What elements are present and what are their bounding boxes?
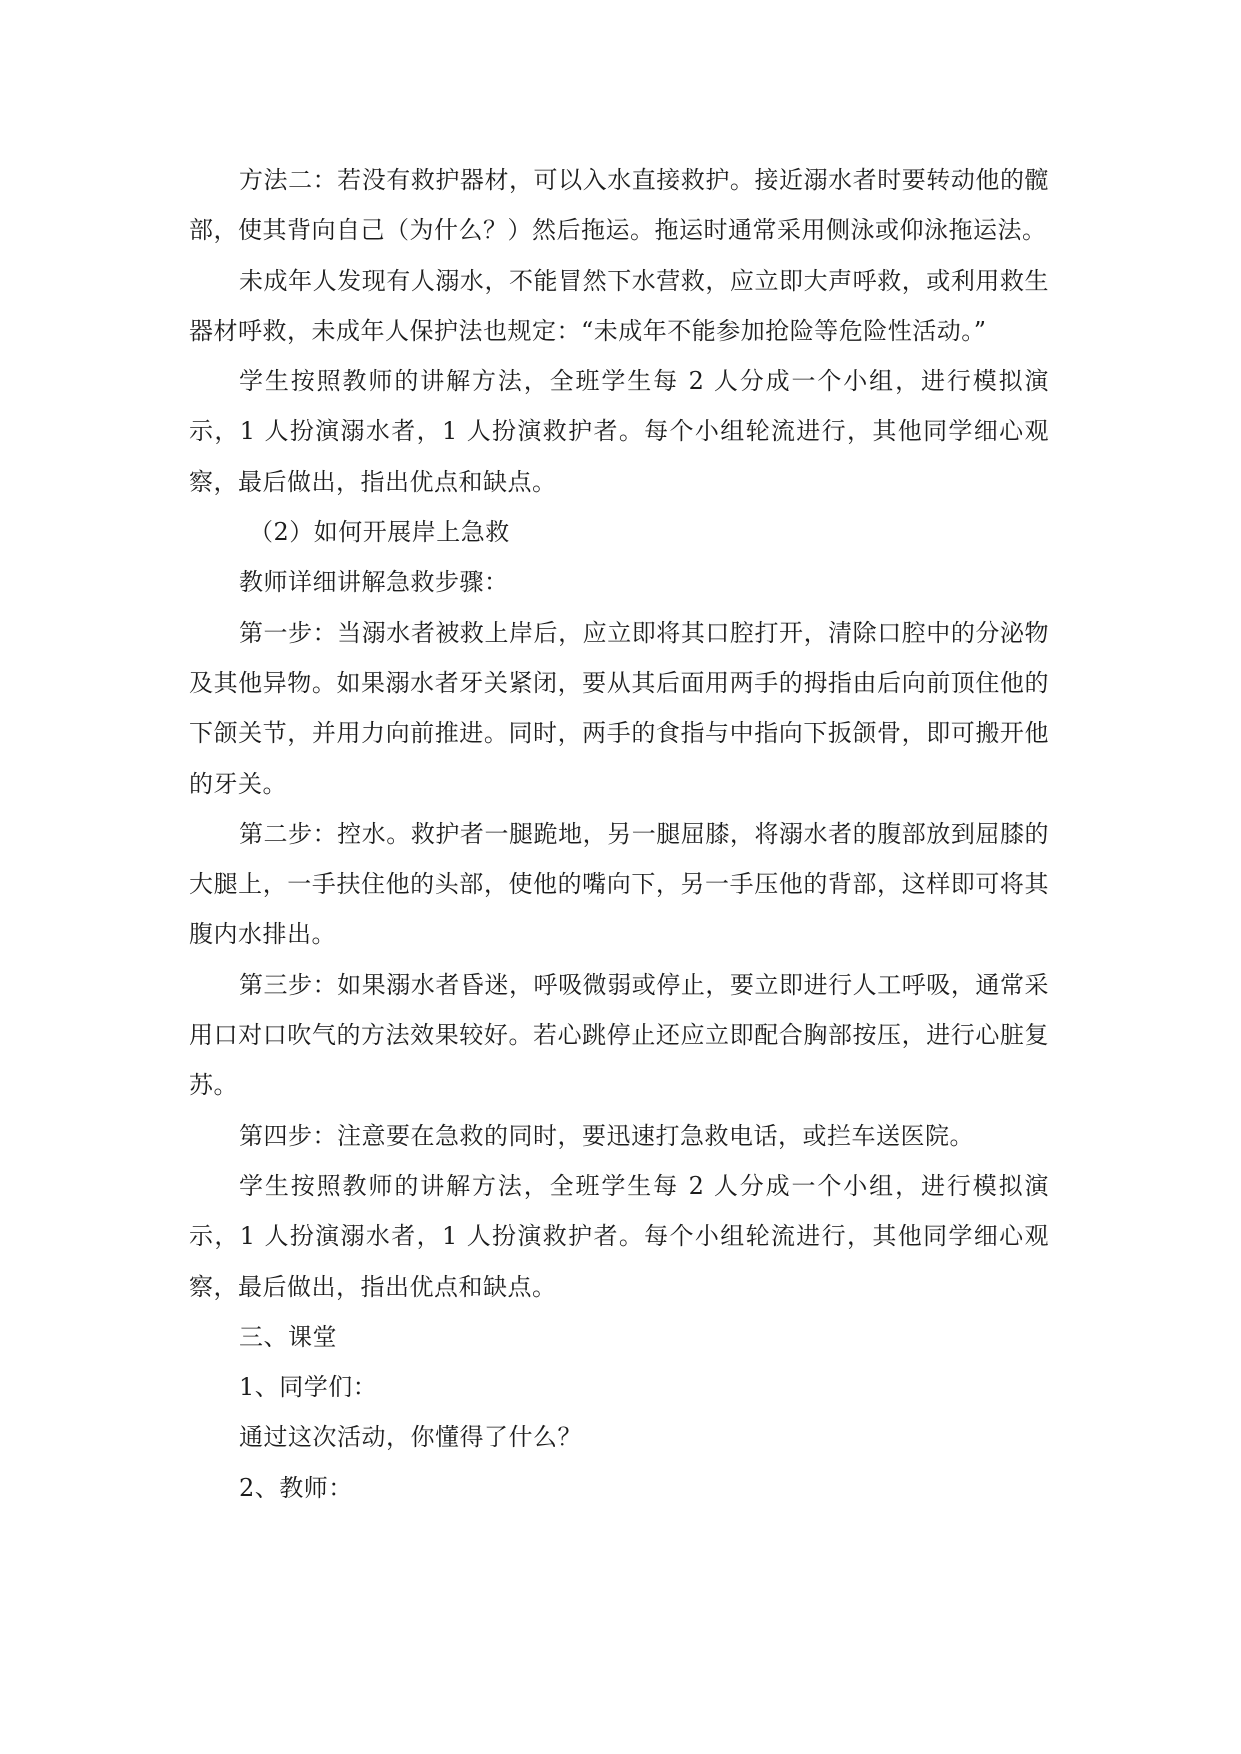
paragraph-student-practice-2: 学生按照教师的讲解方法，全班学生每 2 人分成一个小组，进行模拟演示，1 人扮演溺水者，1 人扮演救护者。每个小组轮流进行，其他同学细心观察，最后做出，指出优点和缺点。 — [189, 1171, 1049, 1301]
paragraph-step-one: 第一步：当溺水者被救上岸后，应立即将其口腔打开，清除口腔中的分泌物及其他异物。如果溺水者牙关紧闭，要从其后面用两手的拇指由后向前顶住他的下颌关节，并用力向前推进。同时，两手的食指与中指向下扳颌骨，即可搬开他的牙关。 — [189, 618, 1049, 798]
paragraph-teacher-explains: 教师详细讲解急救步骤： — [239, 568, 509, 597]
paragraph-step-three: 第三步：如果溺水者昏迷，呼吸微弱或停止，要立即进行人工呼吸，通常采用口对口吹气的方法效果较好。若心跳停止还应立即配合胸部按压，进行心脏复苏。 — [189, 970, 1049, 1100]
document-page — [189, 155, 1049, 1513]
list-item-students: 1、同学们： — [239, 1373, 378, 1402]
paragraph-question: 通过这次活动，你懂得了什么？ — [239, 1423, 582, 1452]
list-item-teacher: 2、教师： — [239, 1473, 353, 1502]
paragraph-step-four: 第四步：注意要在急救的同时，要迅速打急救电话，或拦车送医院。 — [239, 1121, 974, 1150]
section-heading-shore-aid: （2）如何开展岸上急救 — [249, 518, 510, 547]
paragraph-method-two: 方法二：若没有救护器材，可以入水直接救护。接近溺水者时要转动他的髋部，使其背向自己（为什么？）然后拖运。拖运时通常采用侧泳或仰泳拖运法。 — [189, 166, 1049, 245]
paragraph-step-two: 第二步：控水。救护者一腿跪地，另一腿屈膝，将溺水者的腹部放到屈膝的大腿上，一手扶住他的头部，使他的嘴向下，另一手压他的背部，这样即可将其腹内水排出。 — [189, 819, 1049, 949]
section-heading-classroom: 三、课堂 — [239, 1322, 337, 1351]
paragraph-student-practice-1: 学生按照教师的讲解方法，全班学生每 2 人分成一个小组，进行模拟演示，1 人扮演溺水者，1 人扮演救护者。每个小组轮流进行，其他同学细心观察，最后做出，指出优点和缺点。 — [189, 367, 1049, 496]
paragraph-minor-rescue: 未成年人发现有人溺水，不能冒然下水营救，应立即大声呼救，或利用救生器材呼救，未成年人保护法也规定：“未成年不能参加抢险等危险性活动。” — [189, 266, 1049, 345]
